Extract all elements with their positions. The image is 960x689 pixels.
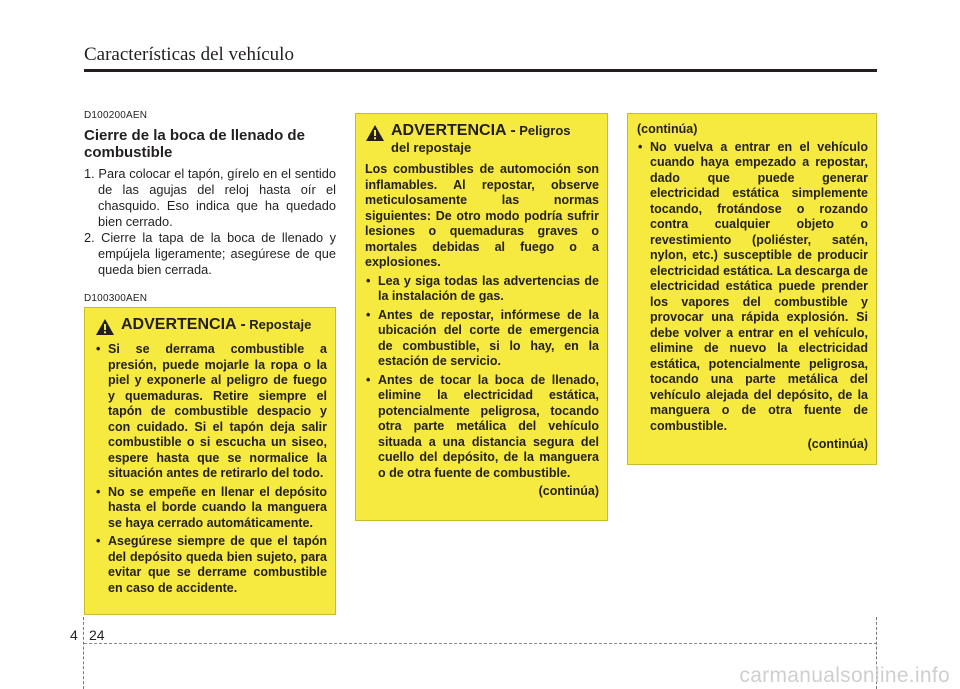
warning-header xyxy=(95,317,327,336)
warning-box-refuel xyxy=(84,307,336,615)
warning-item: • No se empeñe en llenar el depósito hasta el borde cuando la manguera se haya cerrado automáticamente. xyxy=(95,485,327,532)
continued-label: (continúa) xyxy=(807,437,868,451)
warning-subtitle: del repostaje xyxy=(391,139,472,155)
section-fuel-cap xyxy=(84,110,336,278)
watermark-text: carmanualsonline.info xyxy=(739,664,950,687)
warning-subtitle: Repostaje xyxy=(249,317,312,332)
page-header-title: Características del vehículo xyxy=(84,44,294,65)
page-number: 24 xyxy=(89,627,105,643)
steps-list xyxy=(84,166,336,278)
section-code: D100200AEN xyxy=(84,110,148,121)
chapter-number: 4 xyxy=(70,627,78,643)
warning-intro: Los combustibles de automoción son inflamables. Al repostar, observe meticulosamente las normas siguientes: De otro modo podría sufrir lesiones o quemaduras graves o mortales debidas al fuego o a explosiones. xyxy=(365,162,599,269)
warning-item: • Lea y siga todas las advertencias de la instalación de gas. xyxy=(365,274,599,305)
warning-list xyxy=(95,342,327,596)
warning-item: • Antes de repostar, infórmese de la ubicación del corte de emergencia de combustible, si lo hay, en la estación de servicio. xyxy=(365,308,599,370)
warning-list xyxy=(365,274,599,482)
step-item: 1. Para colocar el tapón, gírelo en el sentido de las agujas del reloj hasta oír el chasquido. Eso indica que ha quedado bien cerrado. xyxy=(84,166,336,229)
warning-triangle-icon xyxy=(95,318,115,336)
section-code: D100300AEN xyxy=(84,293,148,304)
warning-list xyxy=(637,140,868,435)
footer-rule xyxy=(84,643,877,644)
warning-item: • Si se derrama combustible a presión, puede mojarle la ropa o la piel y exponerle al peligro de fuego y quemaduras. Retire siempre el tapón de combustible despacio y con cuidado. Si el tapón deja salir combustible o si escucha un siseo, espere hasta que se normalice la situación antes de retirarlo del todo. xyxy=(95,342,327,482)
warning-item: • No vuelva a entrar en el vehículo cuando haya empezado a repostar, dado que puede generar electricidad estática simplemente tocando, frotándose o rozando contra cualquier objeto o revestimiento (poliéster, satén, nylon, etc.) susceptible de producir electricidad estática. La descarga de electricidad estática puede prender los vapores del combustible y provocar una rápida explosión. Si debe volver a entrar en el vehículo, elimine de nuevo la electricidad estática, potencialmente peligrosa, tocando una parte metálica del vehículo alejada del depósito, de la manguera o de otra fuente de combustible. xyxy=(637,140,868,435)
warning-label: ADVERTENCIA - xyxy=(121,316,246,333)
warning-label: ADVERTENCIA - xyxy=(391,122,516,139)
warning-subtitle: Peligros xyxy=(519,123,571,138)
continued-label: (continúa) xyxy=(538,484,599,498)
footer-divider xyxy=(83,617,84,689)
warning-item: • Asegúrese siempre de que el tapón del depósito queda bien sujeto, para evitar que se derrame combustible en caso de accidente. xyxy=(95,534,327,596)
header-rule xyxy=(84,69,877,72)
warning-header xyxy=(365,123,599,156)
warning-triangle-icon xyxy=(365,124,385,142)
warning-box-hazards xyxy=(355,113,608,521)
warning-item: • Antes de tocar la boca de llenado, elimine la electricidad estática, potencialmente peligrosa, tocando otra parte metálica del vehículo situada a una distancia segura del cuello del depósito, de la manguera o de otra fuente de combustible. xyxy=(365,373,599,482)
continued-label: (continúa) xyxy=(637,122,698,136)
step-item: 2. Cierre la tapa de la boca de llenado y empújela ligeramente; asegúrese de que queda bien cerrada. xyxy=(84,230,336,277)
section-title: Cierre de la boca de llenado de combustible xyxy=(84,127,305,161)
warning-box-continued xyxy=(627,113,877,465)
